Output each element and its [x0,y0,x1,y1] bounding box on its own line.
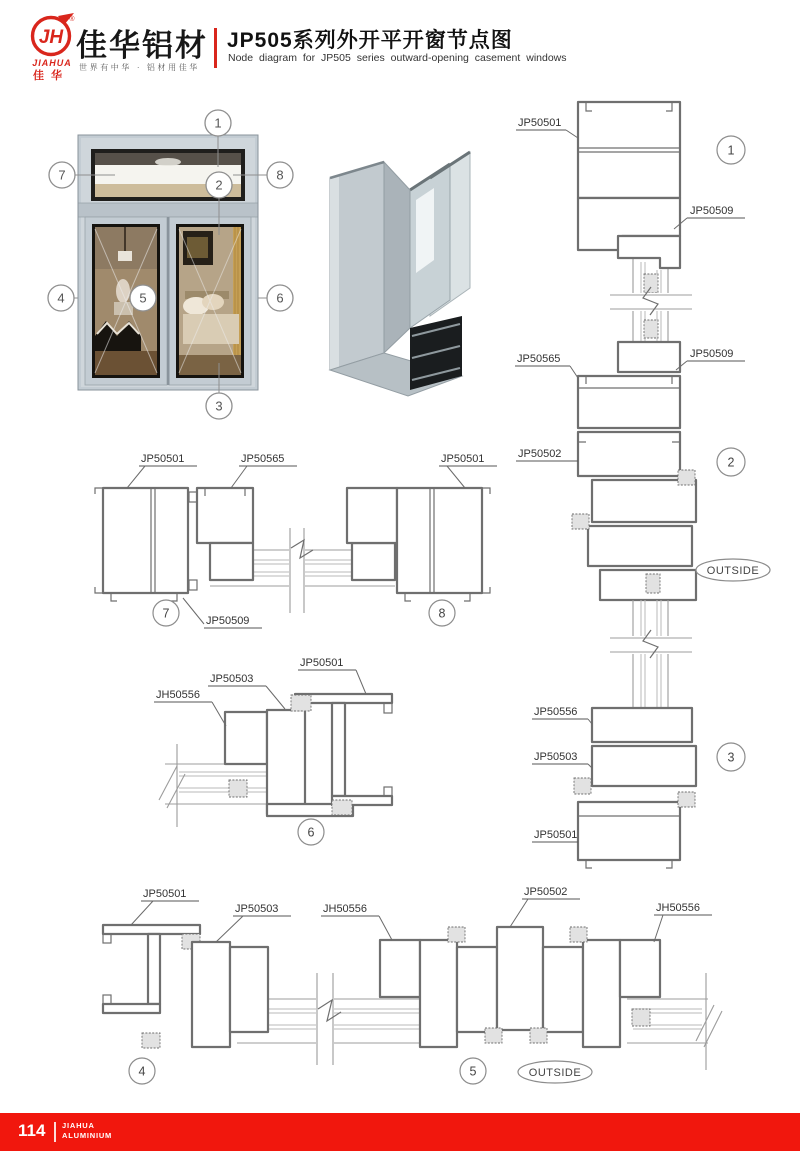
frame-jp50501 [103,925,200,1048]
callout-6-label: 6 [276,290,284,306]
section-2-transom [515,342,770,600]
footer-bar [0,1113,800,1151]
sash-foot-left [210,543,253,580]
label-mullion: JP50502 [524,886,568,898]
logo-cn-name: 佳华 [33,70,69,82]
callout-5-label: 5 [139,290,147,306]
callout-7-label: 7 [58,167,66,183]
profile-jp50556-bead [592,708,692,742]
transom-jp50565 [197,488,253,580]
footer-divider [54,1122,56,1142]
page-title: JP505系列外开平开窗节点图 [227,29,513,52]
callout-2-label: 2 [215,177,223,193]
page-subtitle: Node diagram for JP505 series outward-opening casement windows [228,52,567,64]
center-mullion-line [167,217,170,385]
label-s3-bead: JP50556 [534,706,578,718]
logo-latin-name: JIAHUA [32,58,72,68]
window-photo-figure [45,105,295,423]
section-diagram-7-8 [85,448,505,638]
break-symbol [696,1005,722,1047]
logo-monogram: JH [38,27,64,48]
bead-jh50556-left [380,940,420,997]
header-divider [214,28,217,68]
section-diagram-4-5 [58,885,768,1090]
profile-jp50503-sash [592,746,696,786]
label-s2-transom: JP50565 [517,353,561,365]
label-bead-right: JH50556 [656,902,701,914]
label-s3-sash: JP50503 [534,751,578,763]
left-frame-jp50501 [95,488,197,601]
brand-slogan: 世界有中华 · 铝材用佳华 [79,63,200,72]
footer-brand-bottom: ALUMINIUM [62,1131,113,1141]
label-sash: JP50503 [235,903,279,915]
svg-text:8: 8 [438,606,446,621]
profile-jp50565-transom [578,376,680,428]
footer-brand [62,1121,112,1141]
label-left-frame: JP50501 [141,453,185,465]
callout-8-label: 8 [276,167,284,183]
glazing-panes [410,152,470,328]
svg-text:4: 4 [138,1064,146,1079]
ceiling-lamp [155,158,181,166]
label-s1-sash: JP50509 [690,205,734,217]
svg-text:OUTSIDE: OUTSIDE [706,565,760,577]
callout-3-label: 3 [215,398,223,414]
mullion-jp50502 [497,927,543,1030]
svg-text:6: 6 [307,825,315,840]
curtain [233,227,241,375]
label-s2-mullion: JP50502 [518,448,562,460]
svg-text:2: 2 [727,455,735,470]
window-photo [78,135,258,390]
frame-jp50501 [291,694,392,815]
profile-jp50502-mullion [578,432,680,476]
label-frame: JP50501 [300,657,344,669]
bead-jh50556 [225,712,267,764]
right-sash [169,217,251,385]
label-bead: JH50556 [156,689,201,701]
section-1-head [516,102,745,268]
svg-text:OUTSIDE: OUTSIDE [528,1067,582,1079]
sash-jp50503 [192,942,268,1047]
svg-text:5: 5 [469,1064,477,1079]
label-s1-frame: JP50501 [518,117,562,129]
right-frame-jp50501 [397,488,482,593]
lamp-shade [118,251,132,261]
callout-1-label: 1 [214,115,222,131]
profile-render-image [312,138,512,398]
callout-4-label: 4 [57,290,65,306]
label-transom: JP50565 [241,453,285,465]
profile-jp50509-sash-head [618,236,680,268]
logo-registered-mark: ® [69,16,75,23]
profile-jp50501-sill [578,802,680,860]
footer-brand-top: JIAHUA [62,1121,95,1130]
jiahua-logo-icon [28,12,76,60]
svg-text:7: 7 [162,606,170,621]
svg-text:1: 1 [727,143,735,158]
bead-jh50556-right [620,940,660,997]
profile-jp50501-head [578,102,680,198]
page-number: 114 [18,1121,46,1140]
bed-blanket [183,314,239,344]
brand-name: 佳华铝材 [76,28,208,63]
svg-text:3: 3 [727,750,735,765]
transom-rail [78,203,258,217]
section-diagram-right-column [500,90,800,880]
section-diagram-6 [145,652,480,847]
glass-run-upper [610,258,692,342]
label-s2-sash: JP50509 [690,348,734,360]
sash-foot-right [352,543,395,580]
label-sash: JP50503 [210,673,254,685]
label-sash-jp50509: JP50509 [206,615,250,627]
label-right-frame: JP50501 [441,453,485,465]
label-bead-left: JH50556 [323,903,368,915]
section-3-sill [532,706,745,868]
label-frame: JP50501 [143,888,187,900]
label-s3-frame: JP50501 [534,829,578,841]
right-sash-and-frame [347,488,490,601]
profile-jp50509-sash-bottom [618,342,680,372]
center-mullion-assembly [420,927,620,1047]
